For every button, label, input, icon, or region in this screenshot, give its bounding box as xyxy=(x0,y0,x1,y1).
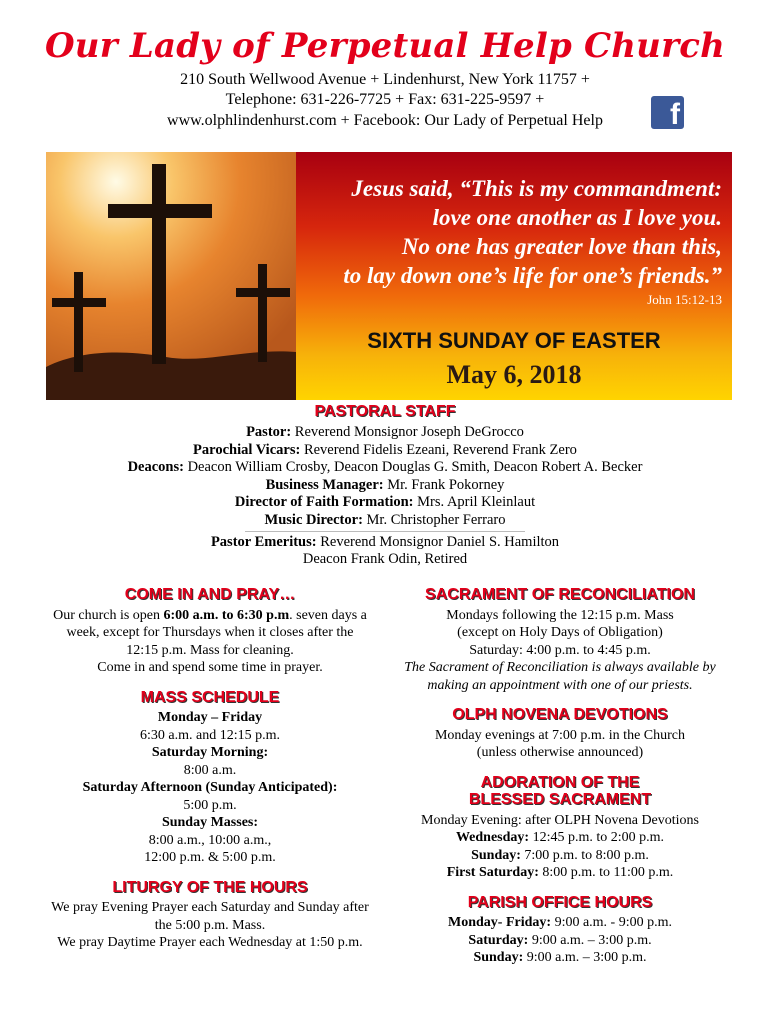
easter-banner xyxy=(46,152,732,400)
staff-value: Mrs. April Kleinlaut xyxy=(413,494,536,511)
staff-row xyxy=(0,442,770,460)
scripture-citation: John 15:12-13 xyxy=(647,292,722,307)
web-line: www.olphlindenhurst.com + Facebook: Our Lady of Perpetual Help xyxy=(167,112,603,129)
staff-row xyxy=(0,459,770,477)
saturday-afternoon-time: 5:00 p.m. xyxy=(183,797,237,813)
staff-label: Business Manager: xyxy=(265,476,384,493)
novena-heading: OLPH NOVENA DEVOTIONS xyxy=(452,706,668,723)
office-day: Saturday: xyxy=(468,932,529,948)
office-row xyxy=(395,932,725,950)
reconciliation-line: Mondays following the 12:15 p.m. Mass xyxy=(446,607,674,623)
reconciliation-line: (except on Holy Days of Obligation) xyxy=(457,625,663,640)
adoration-heading: BLESSED SACRAMENT xyxy=(468,791,652,808)
staff-value: Mr. Christopher Ferraro xyxy=(362,511,506,528)
weekday-times: 6:30 a.m. and 12:15 p.m. xyxy=(140,727,280,743)
quote-line: No one has greater love than this, xyxy=(401,234,722,259)
staff-label: Pastor: xyxy=(246,424,292,440)
quote-line: love one another as I love you. xyxy=(432,205,722,230)
staff-label: Deacons: xyxy=(127,459,184,476)
church-open-text xyxy=(50,607,370,660)
pastoral-staff-heading: PASTORAL STAFF xyxy=(314,403,456,420)
saturday-morning-time: 8:00 a.m. xyxy=(183,762,237,778)
office-day: Sunday: xyxy=(473,950,524,965)
weekday-label: Monday – Friday xyxy=(157,710,263,725)
sunday-masses-times: 8:00 a.m., 10:00 a.m., xyxy=(148,832,272,848)
evening-prayer-text: We pray Evening Prayer each Saturday and Sunday after the 5:00 p.m. Mass. xyxy=(51,900,369,933)
phone-line: Telephone: 631-226-7725 + Fax: 631-225-9597 + xyxy=(225,91,545,108)
novena-line: (unless otherwise announced) xyxy=(476,745,644,760)
staff-row xyxy=(0,494,770,512)
office-time: 9:00 a.m. - 9:00 p.m. xyxy=(551,915,672,930)
reconciliation-line: Saturday: 4:00 p.m. to 4:45 p.m. xyxy=(469,642,651,658)
bulletin-date: May 6, 2018 xyxy=(446,360,582,389)
staff-row xyxy=(0,477,770,495)
come-pray-text: Come in and spend some time in prayer. xyxy=(97,660,323,675)
pastoral-staff-list xyxy=(0,424,770,569)
adoration-time: 7:00 p.m. to 8:00 p.m. xyxy=(520,847,649,863)
parish-office-hours-heading: PARISH OFFICE HOURS xyxy=(467,893,653,911)
open-hours: 6:00 a.m. to 6:30 p.m xyxy=(163,607,290,623)
crosses-photo xyxy=(46,152,296,400)
adoration-day: First Saturday: xyxy=(446,865,539,880)
saturday-morning-label: Saturday Morning: xyxy=(151,745,269,760)
adoration-time: 8:00 p.m. to 11:00 p.m. xyxy=(538,865,674,880)
saturday-afternoon-label: Saturday Afternoon (Sunday Anticipated): xyxy=(82,780,338,795)
adoration-row xyxy=(395,847,725,865)
church-name-title: Our Lady of Perpetual Help Church xyxy=(44,26,726,66)
adoration-row xyxy=(395,829,725,847)
adoration-heading: ADORATION OF THE xyxy=(480,773,640,791)
staff-label: Parochial Vicars: xyxy=(193,441,301,458)
staff-value: Reverend Monsignor Joseph DeGrocco xyxy=(291,424,524,440)
adoration-line: Monday Evening: after OLPH Novena Devotions xyxy=(421,812,699,828)
right-column xyxy=(395,586,725,967)
staff-row xyxy=(0,424,770,442)
office-time: 9:00 a.m. – 3:00 p.m. xyxy=(523,950,647,965)
adoration-time: 12:45 p.m. to 2:00 p.m. xyxy=(529,830,665,845)
come-in-and-pray-heading: COME IN AND PRAY… xyxy=(124,586,296,603)
novena-line: Monday evenings at 7:00 p.m. in the Church xyxy=(434,727,686,743)
mass-schedule-heading: MASS SCHEDULE xyxy=(140,688,280,706)
staff-row xyxy=(0,534,770,552)
staff-value: Deacon William Crosby, Deacon Douglas G. Smith, Deacon Robert A. Becker xyxy=(183,459,643,476)
open-pre-text: Our church is open xyxy=(53,607,164,623)
reconciliation-note: The Sacrament of Reconciliation is always available by making an appointment with one of our priests. xyxy=(404,660,716,693)
open-post-text: . seven days a week, except for Thursdays when it closes after the 12:15 p.m. Mass for cleaning. xyxy=(66,607,367,658)
adoration-row xyxy=(395,864,725,882)
staff-value: Reverend Fidelis Ezeani, Reverend Frank Zero xyxy=(300,441,577,458)
adoration-day: Wednesday: xyxy=(455,830,530,845)
sunday-masses-label: Sunday Masses: xyxy=(161,815,259,830)
staff-value: Mr. Frank Pokorney xyxy=(383,476,505,493)
staff-row xyxy=(0,512,770,530)
staff-label: Music Director: xyxy=(264,511,363,528)
sunday-masses-times: 12:00 p.m. & 5:00 p.m. xyxy=(144,850,276,865)
daytime-prayer-text: We pray Daytime Prayer each Wednesday at 1:50 p.m. xyxy=(57,935,363,950)
staff-value: Reverend Monsignor Daniel S. Hamilton xyxy=(316,533,560,550)
staff-divider xyxy=(245,531,525,532)
office-time: 9:00 a.m. – 3:00 p.m. xyxy=(528,932,652,948)
office-day: Monday- Friday: xyxy=(448,915,552,930)
office-row xyxy=(395,914,725,932)
facebook-icon[interactable]: f xyxy=(651,96,684,129)
crosses-illustration xyxy=(46,152,296,400)
staff-extra: Deacon Frank Odin, Retired xyxy=(302,551,468,568)
liturgical-sunday: SIXTH SUNDAY OF EASTER xyxy=(367,328,661,353)
staff-label: Pastor Emeritus: xyxy=(210,533,317,550)
adoration-day: Sunday: xyxy=(471,847,521,863)
scripture-quote xyxy=(343,174,722,290)
office-row xyxy=(395,949,725,967)
left-column xyxy=(50,586,370,952)
quote-line: Jesus said, “This is my commandment: xyxy=(351,176,722,201)
staff-label: Director of Faith Formation: xyxy=(234,494,414,511)
quote-line: to lay down one’s life for one’s friends.” xyxy=(343,263,722,288)
reconciliation-heading: SACRAMENT OF RECONCILIATION xyxy=(425,586,695,603)
address-line: 210 South Wellwood Avenue + Lindenhurst, New York 11757 + xyxy=(180,71,590,88)
liturgy-of-the-hours-heading: LITURGY OF THE HOURS xyxy=(112,878,308,896)
